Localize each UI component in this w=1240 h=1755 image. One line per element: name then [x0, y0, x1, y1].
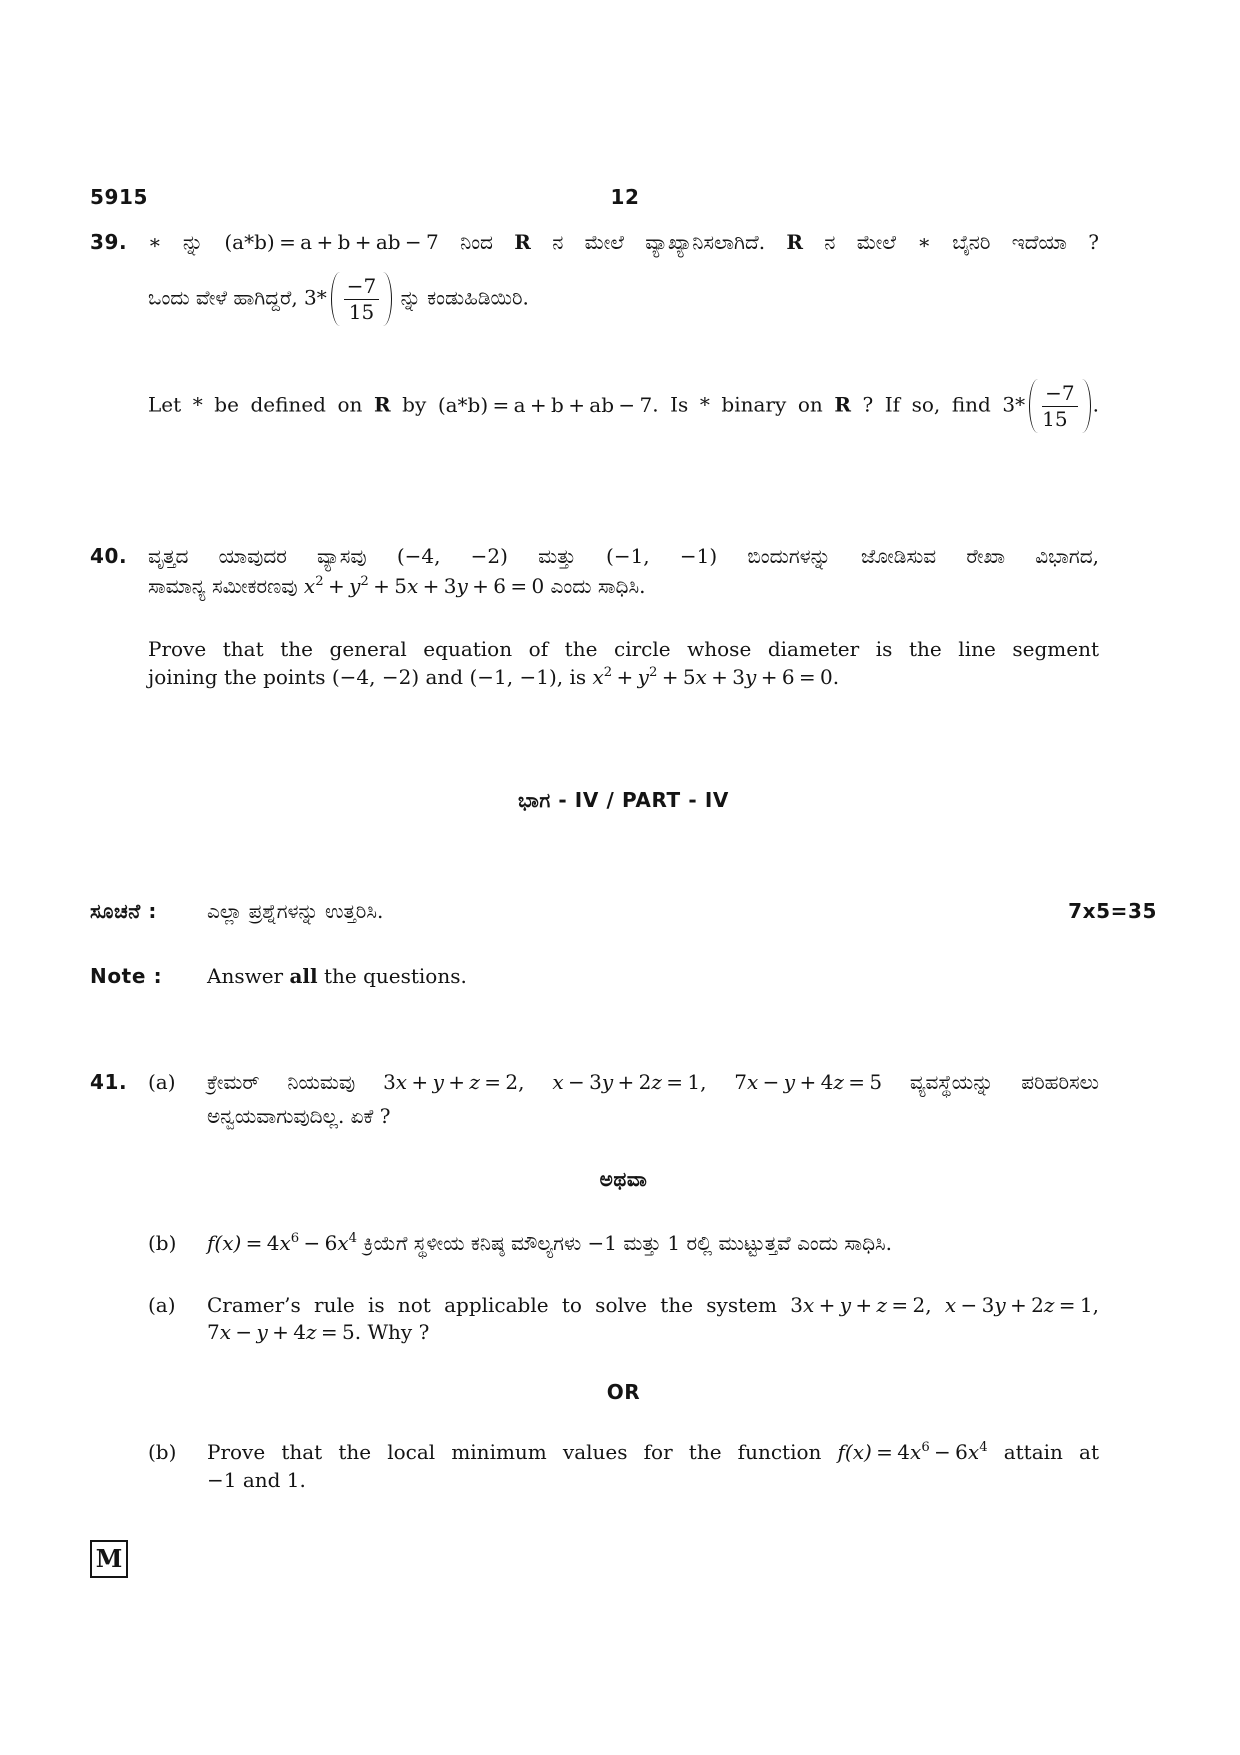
q40-kannada-line-2	[148, 572, 1099, 600]
math-variable: x	[747, 1070, 759, 1094]
part-title: ಭಾಗ - IV / PART - IV	[518, 788, 729, 812]
text-run: − 6	[929, 1440, 968, 1464]
math-expression	[304, 572, 544, 600]
math-variable: x	[303, 574, 316, 598]
fraction-stack	[344, 274, 379, 325]
text-run: Answer	[207, 964, 290, 988]
math-variable: x	[337, 1231, 349, 1255]
text-run: joining the points (−4, −2) and (−1, −1), is	[148, 665, 593, 689]
text-run: + 2	[613, 1070, 652, 1094]
math-expression	[790, 1291, 925, 1319]
text-run: + 6 = 0	[467, 574, 545, 598]
superscript: 6	[921, 1439, 930, 1455]
math-variable: z	[1043, 1293, 1055, 1317]
q41b-english-line-1	[207, 1438, 1099, 1466]
text-run: = 2	[479, 1070, 519, 1094]
q41a-english-line-2	[207, 1318, 1099, 1346]
math-expression	[207, 1229, 357, 1257]
text-run: + 3	[706, 665, 746, 689]
text-run: by	[390, 392, 438, 417]
superscript: 2	[603, 664, 613, 680]
bold-text: R	[514, 230, 531, 254]
paper-code: 5915	[90, 185, 149, 209]
text-run: = 2	[887, 1293, 926, 1317]
text-run: − 6	[299, 1231, 338, 1255]
text-run: − 3	[563, 1070, 602, 1094]
text-run: ಒಂದು ವೇಳೆ ಹಾಗಿದ್ದರೆ, 3*	[148, 285, 327, 310]
math-variable: f(x)	[207, 1231, 242, 1255]
text-run: +	[851, 1293, 877, 1317]
text-run: attain at	[987, 1440, 1100, 1464]
text-run: = 1	[661, 1070, 701, 1094]
math-expression	[838, 1438, 988, 1466]
math-variable: x	[944, 1293, 957, 1317]
fraction-stack	[1042, 381, 1077, 432]
text-run: ,	[518, 1070, 553, 1094]
math-expression	[438, 391, 652, 419]
text-run: . Why ?	[354, 1320, 430, 1344]
math-variable: x	[967, 1440, 980, 1464]
q40-english-line-2	[148, 663, 1099, 691]
text-run: +	[443, 1070, 470, 1094]
math-expression	[734, 1068, 882, 1096]
math-expression	[224, 228, 438, 256]
text-run: Let * be defined on	[148, 392, 374, 417]
math-variable: z	[651, 1070, 662, 1094]
question-number: 41.	[90, 1070, 128, 1094]
left-parenthesis	[1029, 379, 1038, 433]
text-run: + 4	[795, 1070, 834, 1094]
option-b-label: (b)	[148, 1440, 177, 1464]
text-run: = 4	[241, 1231, 280, 1255]
text-run: ನ ಮೇಲೆ ವ್ಯಾಖ್ಯಾನಿಸಲಾಗಿದೆ.	[530, 230, 787, 254]
english-instruction-text	[207, 962, 467, 990]
text-run: ಎಂದು ಸಾಧಿಸಿ.	[544, 574, 646, 598]
question-number: 40.	[90, 544, 128, 568]
text-run: ಸಾಮಾನ್ಯ ಸಮೀಕರಣವು	[148, 574, 304, 598]
superscript: 2	[360, 573, 369, 589]
math-variable: z	[469, 1070, 480, 1094]
text-run: Prove that the local minimum values for the function	[207, 1440, 838, 1464]
text-run: ∗ ನ್ನು	[148, 230, 225, 254]
q39-kannada-line-1	[148, 228, 1099, 256]
bold-text: all	[289, 964, 318, 988]
fraction-numerator: −7	[1042, 381, 1077, 407]
q40-kannada-line-1: ವೃತ್ತದ ಯಾವುದರ ವ್ಯಾಸವು (−4, −2) ಮತ್ತು (−1, −1) ಬಿಂದುಗಳನ್ನು ಜೋಡಿಸುವ ರೇಖಾ ವಿಭಾಗದ,	[148, 544, 1099, 568]
or-separator-english: OR	[606, 1380, 641, 1404]
left-parenthesis	[331, 272, 340, 326]
text-run: 3	[383, 1070, 396, 1094]
math-expression	[552, 1068, 700, 1096]
text-run: (a*b) = a + b + ab − 7	[437, 392, 653, 417]
superscript: 2	[315, 573, 324, 589]
fraction-denominator: 15	[348, 299, 375, 324]
text-run: + 2	[1005, 1293, 1044, 1317]
math-variable: x	[802, 1293, 815, 1317]
math-variable: f(x)	[837, 1440, 872, 1464]
text-run: the questions.	[317, 964, 467, 988]
text-run: + 5	[368, 574, 407, 598]
math-variable: y	[456, 574, 468, 598]
option-a-label: (a)	[148, 1293, 176, 1317]
text-run: = 5	[843, 1070, 883, 1094]
fraction	[1029, 379, 1090, 433]
q41a-english-line-1	[207, 1291, 1099, 1319]
text-run: +	[323, 574, 350, 598]
q41b-kannada-line-1	[207, 1229, 1110, 1257]
math-variable: y	[256, 1320, 268, 1344]
text-run: + 3	[418, 574, 457, 598]
superscript: 2	[648, 664, 658, 680]
text-run: +	[612, 665, 638, 689]
fraction-numerator: −7	[344, 274, 379, 300]
q40-english-line-1: Prove that the general equation of the circle whose diameter is the line segment	[148, 637, 1099, 661]
bold-text: R	[373, 392, 391, 417]
math-variable: y	[783, 1070, 796, 1094]
question-number: 39.	[90, 230, 128, 254]
text-run: ,	[700, 1070, 735, 1094]
math-variable: x	[592, 665, 604, 689]
text-run: ಕ್ರೇಮರ್ ನಿಯಮವು	[207, 1070, 384, 1094]
math-variable: z	[306, 1320, 317, 1344]
math-variable: x	[406, 574, 419, 598]
text-run: .	[1092, 392, 1099, 417]
option-a-label: (a)	[148, 1070, 176, 1094]
text-run: ? If so, find 3*	[850, 392, 1026, 417]
text-run: ನ್ನು ಕಂಡುಹಿಡಿಯಿರಿ.	[394, 285, 529, 310]
math-expression	[592, 663, 832, 691]
q39-english-line-1	[148, 379, 1099, 433]
marks-scheme: 7x5=35	[1068, 899, 1157, 923]
text-run: +	[814, 1293, 840, 1317]
text-run: ,	[925, 1293, 945, 1317]
or-separator-kannada: ಅಥವಾ	[599, 1167, 648, 1191]
math-variable: y	[994, 1293, 1006, 1317]
english-instruction-label: Note :	[90, 964, 163, 988]
text-run: 7	[207, 1320, 220, 1344]
kannada-instruction-label: ಸೂಚನೆ :	[90, 899, 157, 923]
bold-text: R	[786, 230, 803, 254]
text-run: ಕ್ರಿಯೆಗೆ ಸ್ಥಳೀಯ ಕನಿಷ್ಠ ಮೌಲ್ಯಗಳು −1 ಮತ್ತು 1 ರಲ್ಲಿ ಮುಟ್ಟುತ್ತವೆ ಎಂದು ಸಾಧಿಸಿ.	[357, 1231, 893, 1255]
q41a-kannada-line-1	[207, 1068, 1099, 1096]
math-expression	[383, 1068, 518, 1096]
math-variable: y	[349, 574, 361, 598]
math-variable: y	[839, 1293, 852, 1317]
math-variable: z	[833, 1070, 844, 1094]
q41b-english-line-2: −1 and 1.	[207, 1468, 306, 1492]
text-run: . Is * binary on	[652, 392, 835, 417]
text-run: Cramer’s rule is not applicable to solve the system	[207, 1293, 791, 1317]
text-run: −	[231, 1320, 257, 1344]
q41a-kannada-line-2: ಅನ್ವಯವಾಗುವುದಿಲ್ಲ. ಏಕೆ ?	[207, 1104, 391, 1128]
math-expression	[207, 1318, 355, 1346]
text-run: + 6 = 0	[756, 665, 833, 689]
superscript: 4	[348, 1230, 358, 1246]
math-variable: x	[395, 1070, 408, 1094]
math-variable: x	[279, 1231, 291, 1255]
set-code-box: M	[90, 1540, 128, 1578]
math-variable: y	[432, 1070, 444, 1094]
text-run: = 5	[316, 1320, 355, 1344]
text-run: (a*b) = a + b + ab − 7	[224, 230, 439, 254]
text-run: 7	[734, 1070, 748, 1094]
text-run: + 5	[657, 665, 696, 689]
text-run: −	[758, 1070, 784, 1094]
fraction-denominator: 15	[1042, 406, 1068, 431]
math-variable: y	[601, 1070, 614, 1094]
text-run: + 4	[267, 1320, 307, 1344]
page-number: 12	[610, 185, 640, 209]
math-variable: x	[910, 1440, 922, 1464]
text-run: ನ ಮೇಲೆ ∗ ಬೈನರಿ ಇದೆಯಾ ?	[803, 230, 1099, 254]
text-run: +	[407, 1070, 433, 1094]
fraction	[331, 272, 392, 326]
superscript: 4	[979, 1439, 988, 1455]
math-variable: x	[219, 1320, 232, 1344]
kannada-instruction-text: ಎಲ್ಲಾ ಪ್ರಶ್ನೆಗಳನ್ನು ಉತ್ತರಿಸಿ.	[207, 899, 384, 923]
right-parenthesis	[1082, 379, 1091, 433]
text-run: = 4	[871, 1440, 911, 1464]
text-run: 3	[790, 1293, 803, 1317]
text-run: − 3	[956, 1293, 995, 1317]
math-expression	[945, 1291, 1093, 1319]
math-variable: z	[876, 1293, 888, 1317]
option-b-label: (b)	[148, 1231, 177, 1255]
text-run: = 1	[1054, 1293, 1093, 1317]
text-run: .	[832, 665, 840, 689]
math-variable: x	[552, 1070, 564, 1094]
bold-text: R	[834, 392, 851, 417]
text-run: ,	[1092, 1293, 1100, 1317]
math-variable: y	[637, 665, 649, 689]
text-run: ನಿಂದ	[438, 230, 515, 254]
math-variable: x	[695, 665, 707, 689]
math-variable: y	[745, 665, 757, 689]
text-run: ವ್ಯವಸ್ಥೆಯನ್ನು ಪರಿಹರಿಸಲು	[882, 1070, 1099, 1094]
right-parenthesis	[383, 272, 392, 326]
q39-kannada-line-2	[148, 272, 1099, 326]
superscript: 6	[290, 1230, 300, 1246]
